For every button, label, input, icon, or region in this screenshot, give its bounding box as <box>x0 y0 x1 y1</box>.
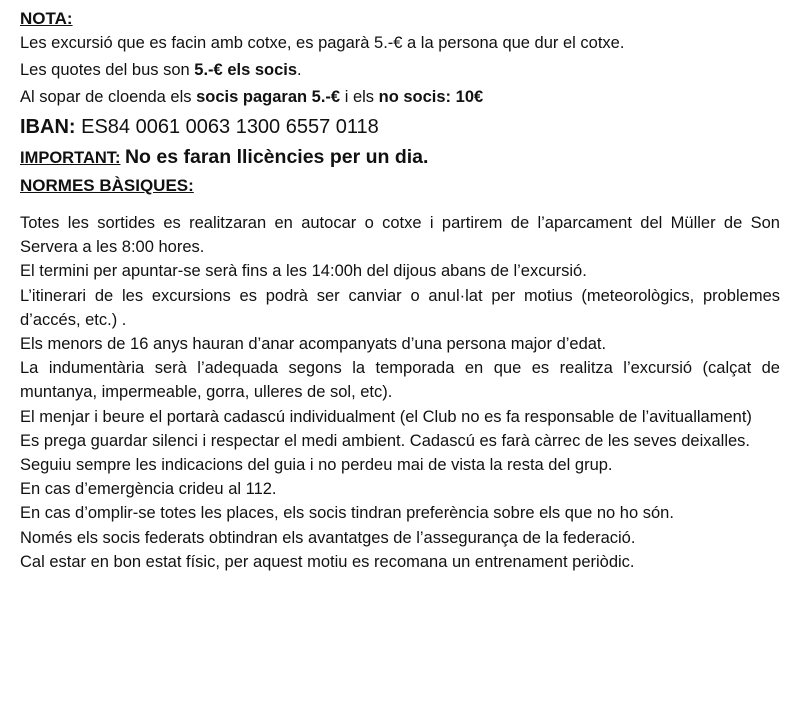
iban-label: IBAN: <box>20 116 76 138</box>
dinner-fee-members: socis pagaran 5.-€ <box>196 88 341 106</box>
rules-heading: NORMES BÀSIQUES: <box>20 176 194 195</box>
dinner-fee-non-members: no socis: 10€ <box>378 88 484 106</box>
rule-item: L’itinerari de les excursions es podrà ser canviar o anul·lat per motius (meteorològics, problemes d’accés, etc.) . <box>20 286 780 329</box>
bus-fee-amount: 5.-€ els socis <box>194 61 298 79</box>
iban-value: ES84 0061 0063 1300 6557 0118 <box>81 116 379 138</box>
important-label: IMPORTANT: <box>20 149 121 167</box>
dinner-fee-mid: i els <box>340 88 379 106</box>
iban-line <box>20 111 780 143</box>
rule-item: Els menors de 16 anys hauran d’anar acompanyats d’una persona major d’edat. <box>20 335 607 354</box>
important-text: No es faran llicències per un dia. <box>124 146 429 168</box>
important-line <box>20 143 780 173</box>
rule-item: Seguiu sempre les indicacions del guia i no perdeu mai de vista la resta del grup. <box>20 456 613 475</box>
rule-item: El termini per apuntar-se serà fins a les 14:00h del dijous abans de l’excursió. <box>20 262 587 281</box>
bus-fee-suffix: . <box>297 61 302 79</box>
rule-item: El menjar i beure el portarà cadascú individualment (el Club no es fa responsable de l’avituallament) <box>20 407 752 426</box>
rules-list <box>20 211 780 574</box>
dinner-fee-prefix: Al sopar de cloenda els <box>20 88 197 106</box>
rule-item: La indumentària serà l’adequada segons la temporada en que es realitza l’excursió (calçat de muntanya, impermeable, gorra, ulleres de sol, etc). <box>20 359 780 402</box>
bus-fee-prefix: Les quotes del bus son <box>20 61 195 79</box>
nota-heading: NOTA: <box>20 9 73 28</box>
rule-item: En cas d’omplir-se totes les places, els socis tindran preferència sobre els que no ho són. <box>20 504 674 523</box>
document <box>20 8 780 574</box>
rule-item: Es prega guardar silenci i respectar el medi ambient. Cadascú es farà càrrec de les seves deixalles. <box>20 431 751 450</box>
dinner-fee-line <box>20 84 780 111</box>
car-payment-line: Les excursió que es facin amb cotxe, es pagarà 5.-€ a la persona que dur el cotxe. <box>20 34 625 52</box>
bus-fee-line <box>20 57 780 84</box>
rule-item: Cal estar en bon estat físic, per aquest motiu es recomana un entrenament periòdic. <box>20 552 635 571</box>
rule-item: Totes les sortides es realitzaran en autocar o cotxe i partirem de l’aparcament del Müller de Son Servera a les 8:00 hores. <box>20 214 780 257</box>
rule-item: En cas d’emergència crideu al 112. <box>20 480 277 499</box>
rule-item: Només els socis federats obtindran els avantatges de l’assegurança de la federació. <box>20 528 636 547</box>
